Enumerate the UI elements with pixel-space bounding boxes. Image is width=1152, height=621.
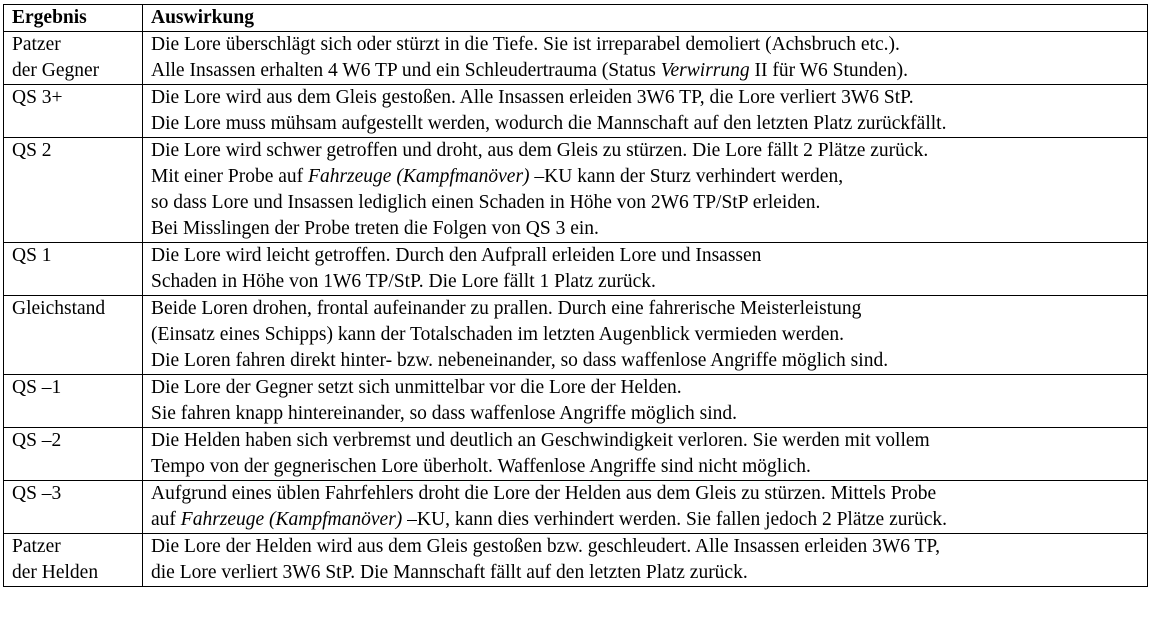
- table-row: [4, 138, 1148, 243]
- header-ergebnis: Ergebnis: [4, 5, 143, 32]
- effect-line: [151, 507, 1143, 533]
- effect-line: [151, 269, 1143, 295]
- effect-text: Die Lore muss mühsam aufgestellt werden, wodurch die Mannschaft auf den letzten Platz zurückfällt.: [151, 113, 947, 134]
- result-label: Patzer: [12, 34, 61, 55]
- effect-text: Bei Misslingen der Probe treten die Folgen von QS 3 ein.: [151, 218, 599, 239]
- result-label: QS –3: [12, 483, 62, 504]
- table-row: [4, 375, 1148, 428]
- result-cell: [4, 296, 143, 375]
- effect-line: [151, 534, 1143, 560]
- effect-cell: [143, 375, 1148, 428]
- table-row: [4, 428, 1148, 481]
- results-table: [3, 4, 1148, 587]
- result-label: der Helden: [12, 562, 99, 583]
- effect-line: [151, 85, 1143, 111]
- result-cell: [4, 375, 143, 428]
- table-row: [4, 243, 1148, 296]
- effect-text: Die Helden haben sich verbremst und deutlich an Geschwindigkeit verloren. Sie werden mit vollem: [151, 430, 930, 451]
- effect-cell: [143, 32, 1148, 85]
- effect-text: Sie fahren knapp hintereinander, so dass waffenlose Angriffe möglich sind.: [151, 403, 738, 424]
- effect-line: [151, 111, 1143, 137]
- effect-text: Tempo von der gegnerischen Lore überholt. Waffenlose Angriffe sind nicht möglich.: [151, 456, 811, 477]
- effect-line: [151, 481, 1143, 507]
- effect-text: II für W6 Stunden).: [749, 60, 908, 81]
- effect-text: die Lore verliert 3W6 StP. Die Mannschaft fällt auf den letzten Platz zurück.: [151, 562, 748, 583]
- effect-text: auf: [151, 509, 181, 530]
- table-row: [4, 296, 1148, 375]
- effect-emphasis: Verwirrung: [660, 60, 750, 81]
- effect-line: [151, 428, 1143, 454]
- effect-emphasis: Fahrzeuge (Kampfmanöver): [180, 509, 403, 530]
- result-cell: [4, 481, 143, 534]
- effect-text: Die Lore wird aus dem Gleis gestoßen. Alle Insassen erleiden 3W6 TP, die Lore verliert 3W6 StP.: [151, 87, 914, 108]
- table-row: [4, 32, 1148, 85]
- table-row: [4, 534, 1148, 587]
- result-label: QS 1: [12, 245, 52, 266]
- effect-text: so dass Lore und Insassen lediglich einen Schaden in Höhe von 2W6 TP/StP erleiden.: [151, 192, 821, 213]
- effect-line: [151, 138, 1143, 164]
- result-label: QS 2: [12, 140, 52, 161]
- effect-line: [151, 164, 1143, 190]
- effect-cell: [143, 243, 1148, 296]
- result-cell: [4, 32, 143, 85]
- result-label: Gleichstand: [12, 298, 106, 319]
- effect-text: –KU kann der Sturz verhindert werden,: [529, 166, 844, 187]
- effect-line: [151, 401, 1143, 427]
- table-header-row: [4, 5, 1148, 32]
- effect-text: Die Lore wird leicht getroffen. Durch den Aufprall erleiden Lore und Insassen: [151, 245, 762, 266]
- result-cell: [4, 138, 143, 243]
- result-cell: [4, 243, 143, 296]
- effect-text: (Einsatz eines Schipps) kann der Totalschaden im letzten Augenblick vermieden werden.: [151, 324, 845, 345]
- effect-line: [151, 375, 1143, 401]
- effect-line: [151, 296, 1143, 322]
- effect-cell: [143, 138, 1148, 243]
- effect-emphasis: Fahrzeuge (Kampfmanöver): [308, 166, 530, 187]
- effect-text: Mit einer Probe auf: [151, 166, 309, 187]
- effect-text: Aufgrund eines üblen Fahrfehlers droht die Lore der Helden aus dem Gleis zu stürzen. Mittels Probe: [151, 483, 937, 504]
- effect-text: Die Lore überschlägt sich oder stürzt in die Tiefe. Sie ist irreparabel demoliert (Achsbruch etc.).: [151, 34, 900, 55]
- effect-text: Die Lore wird schwer getroffen und droht, aus dem Gleis zu stürzen. Die Lore fällt 2 Plätze zurück.: [151, 140, 929, 161]
- result-label: QS –2: [12, 430, 62, 451]
- effect-text: Alle Insassen erhalten 4 W6 TP und ein Schleudertrauma (Status: [151, 60, 661, 81]
- effect-cell: [143, 481, 1148, 534]
- effect-cell: [143, 85, 1148, 138]
- effect-line: [151, 454, 1143, 480]
- result-label: QS 3+: [12, 87, 63, 108]
- result-label: der Gegner: [12, 60, 100, 81]
- effect-line: [151, 32, 1143, 58]
- effect-text: Die Lore der Gegner setzt sich unmittelbar vor die Lore der Helden.: [151, 377, 682, 398]
- effect-text: Beide Loren drohen, frontal aufeinander zu prallen. Durch eine fahrerische Meisterleistung: [151, 298, 862, 319]
- effect-cell: [143, 296, 1148, 375]
- result-label: Patzer: [12, 536, 61, 557]
- effect-line: [151, 322, 1143, 348]
- effect-cell: [143, 534, 1148, 587]
- effect-line: [151, 216, 1143, 242]
- table-row: [4, 481, 1148, 534]
- result-cell: [4, 85, 143, 138]
- effect-text: Die Loren fahren direkt hinter- bzw. nebeneinander, so dass waffenlose Angriffe möglich sind.: [151, 350, 889, 371]
- effect-text: Die Lore der Helden wird aus dem Gleis gestoßen bzw. geschleudert. Alle Insassen erleiden 3W6 TP,: [151, 536, 940, 557]
- effect-text: Schaden in Höhe von 1W6 TP/StP. Die Lore fällt 1 Platz zurück.: [151, 271, 656, 292]
- result-label: QS –1: [12, 377, 62, 398]
- result-cell: [4, 534, 143, 587]
- table-row: [4, 85, 1148, 138]
- result-cell: [4, 428, 143, 481]
- effect-line: [151, 190, 1143, 216]
- header-auswirkung: Auswirkung: [143, 5, 1148, 32]
- effect-line: [151, 348, 1143, 374]
- table-body: [4, 32, 1148, 587]
- effect-cell: [143, 428, 1148, 481]
- effect-line: [151, 560, 1143, 586]
- effect-line: [151, 243, 1143, 269]
- effect-text: –KU, kann dies verhindert werden. Sie fallen jedoch 2 Plätze zurück.: [402, 509, 948, 530]
- effect-line: [151, 58, 1143, 84]
